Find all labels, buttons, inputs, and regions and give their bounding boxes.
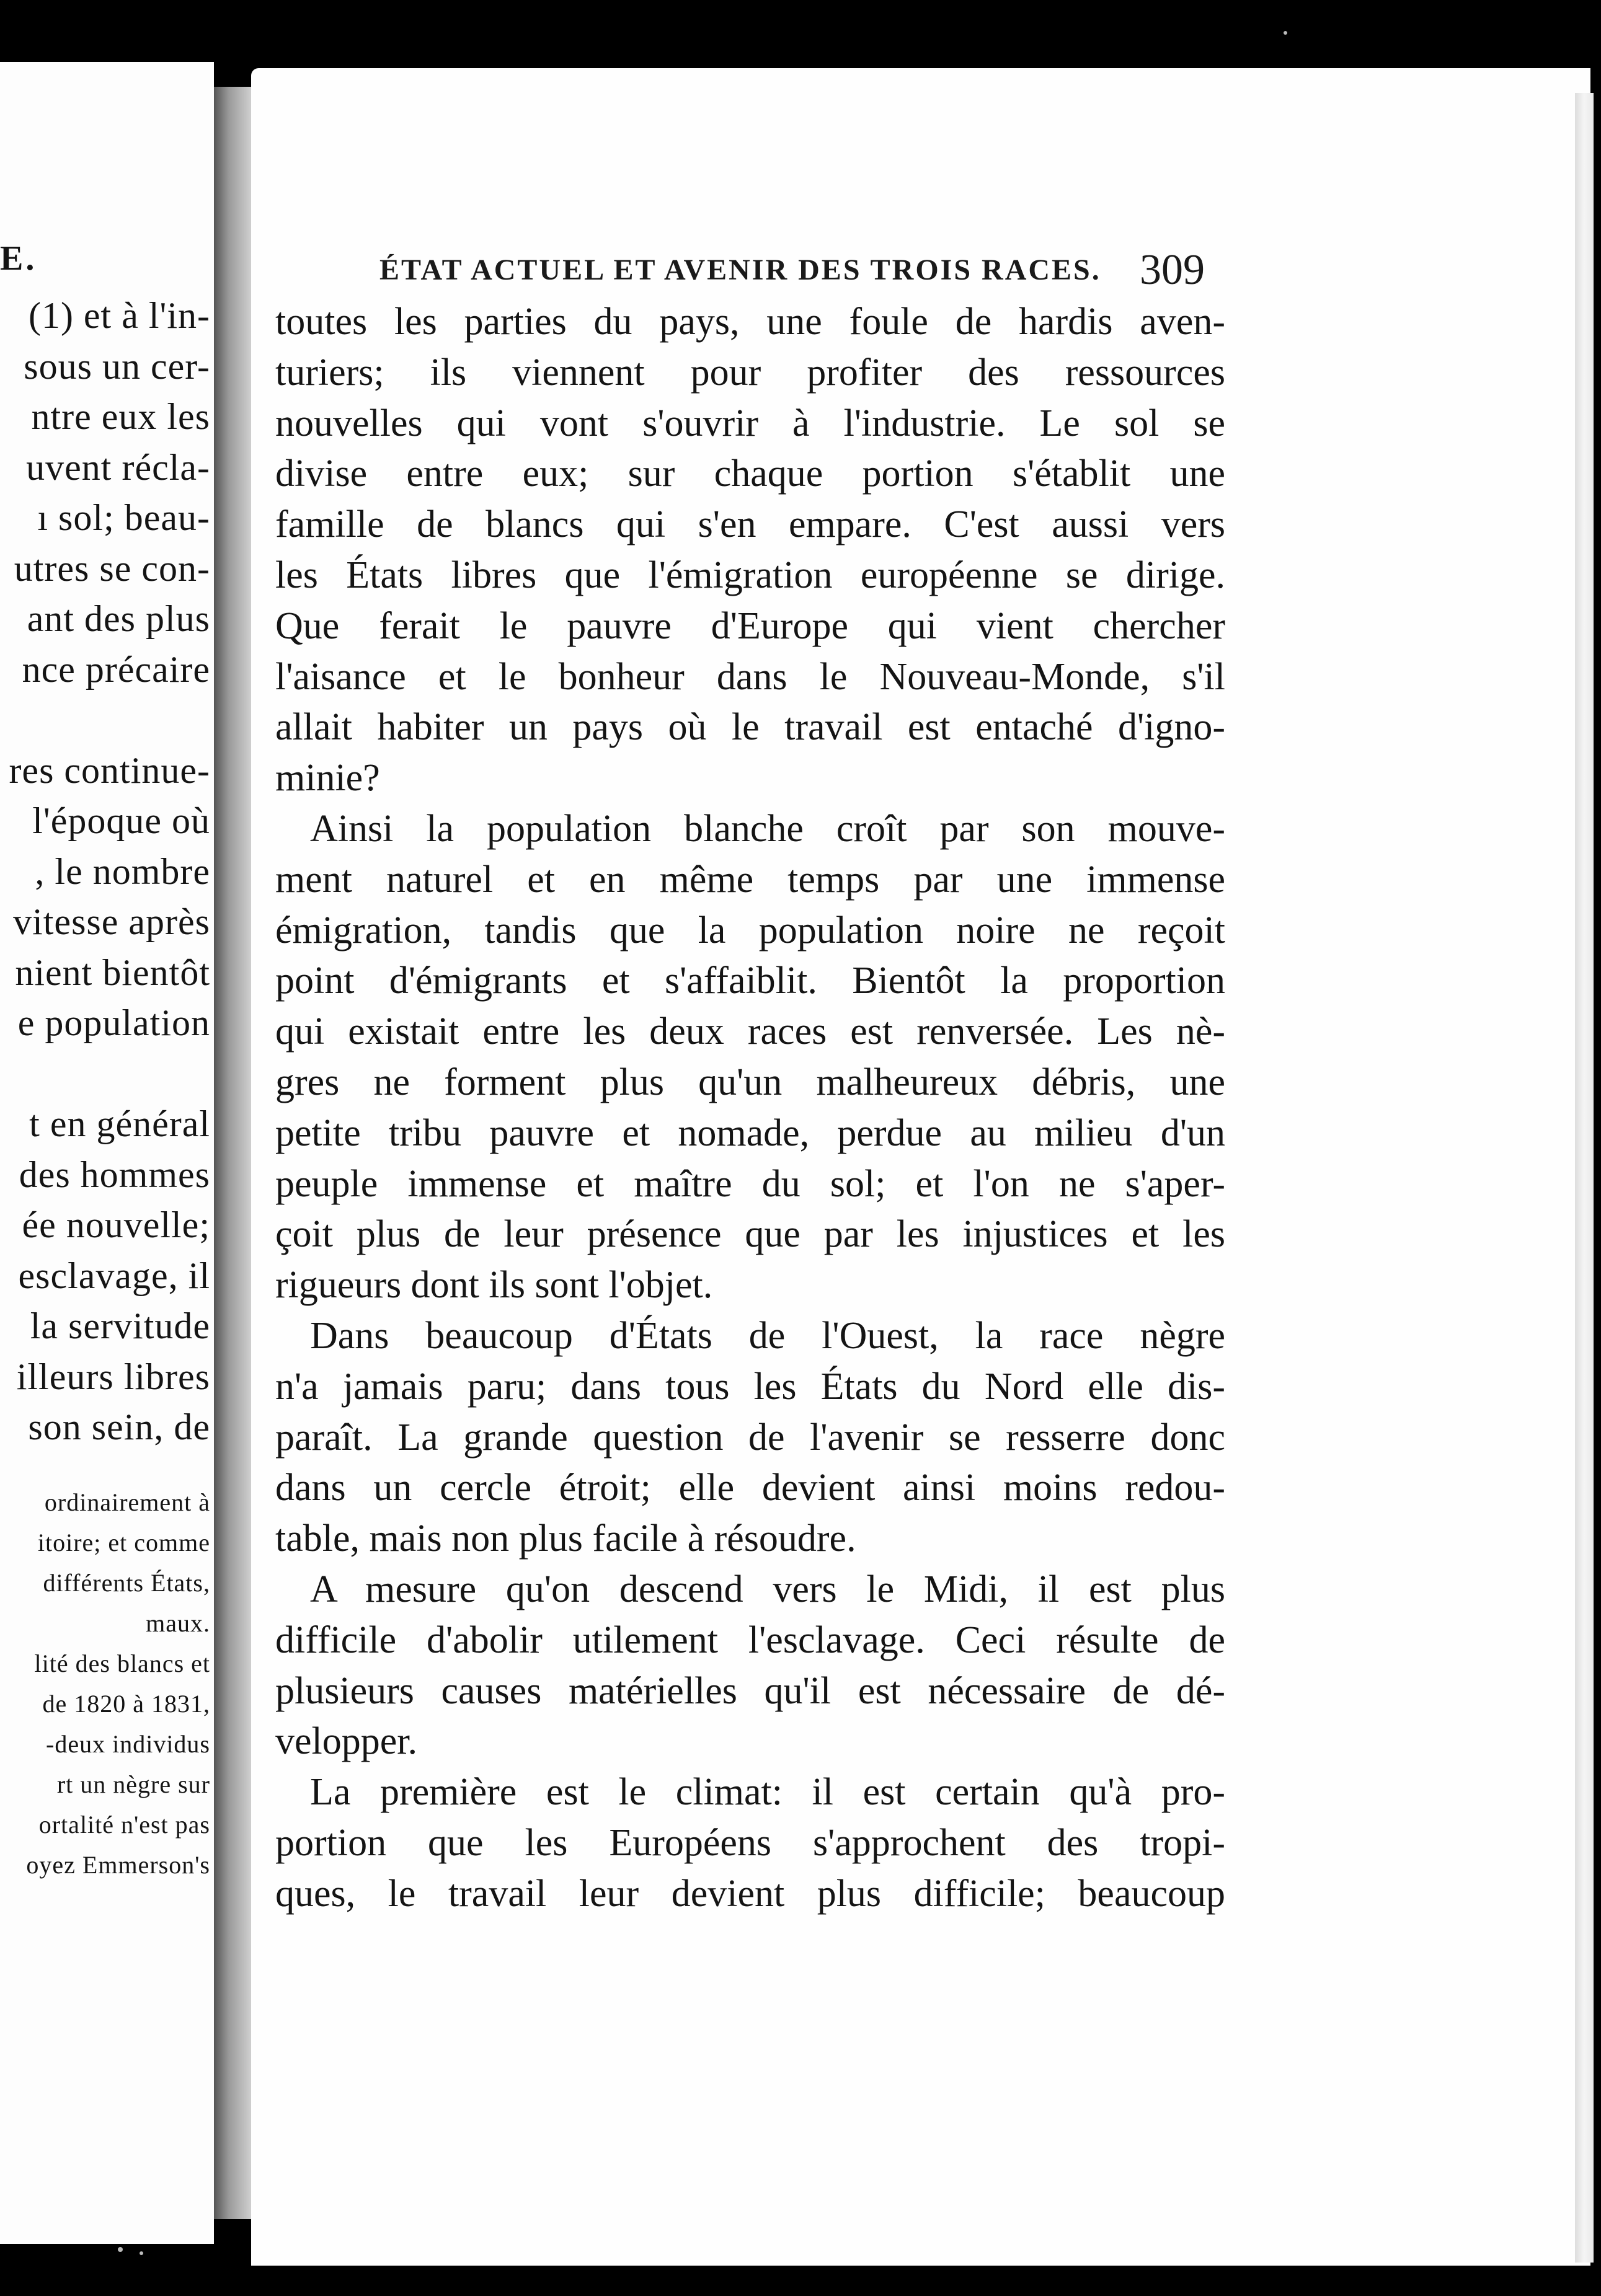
- left-page-footnote-line: de 1820 à 1831,: [42, 1690, 210, 1718]
- body-line: paraît. La grande question de l'avenir se resserre donc: [275, 1416, 1225, 1459]
- body-line: divise entre eux; sur chaque portion s'établit une: [275, 453, 1225, 495]
- body-line: ques, le travail leur devient plus difficile; beaucoup: [275, 1872, 1225, 1915]
- body-line: émigration, tandis que la population noire ne reçoit: [275, 909, 1225, 952]
- left-page-footnote-line: itoire; et comme: [37, 1529, 210, 1556]
- body-line: A mesure qu'on descend vers le Midi, il est plus: [310, 1568, 1225, 1610]
- body-line: qui existait entre les deux races est renversée. Les nè-: [275, 1010, 1225, 1053]
- left-page-line: ant des plus: [27, 598, 210, 639]
- body-line: Dans beaucoup d'États de l'Ouest, la race nègre: [310, 1315, 1225, 1357]
- body-line: n'a jamais paru; dans tous les États du Nord elle dis-: [275, 1365, 1225, 1408]
- left-page-footnote-line: différents États,: [43, 1569, 210, 1597]
- body-line: point d'émigrants et s'affaiblit. Bientôt la proportion: [275, 960, 1225, 1002]
- left-page-footnote-line: ortalité n'est pas: [38, 1811, 210, 1839]
- left-page-line: t en général: [29, 1103, 210, 1144]
- body-line: table, mais non plus facile à résoudre.: [275, 1517, 856, 1560]
- left-page-line: (1) et à l'in-: [28, 295, 210, 336]
- left-page-line: ı sol; beau-: [37, 497, 210, 538]
- left-page-footnote-line: ordinairement à: [44, 1488, 210, 1516]
- body-line: l'aisance et le bonheur dans le Nouveau-Monde, s'il: [275, 655, 1225, 698]
- body-line: ment naturel et en même temps par une immense: [275, 858, 1225, 901]
- left-page-line: utres se con-: [14, 547, 210, 589]
- left-page-line: sous un cer-: [24, 345, 210, 387]
- body-line: portion que les Européens s'approchent des tropi-: [275, 1822, 1225, 1864]
- left-page: [0, 62, 214, 2244]
- left-page-line: res continue-: [9, 749, 210, 791]
- scan-speck: [140, 2251, 143, 2255]
- page-edge: [1575, 93, 1594, 2263]
- body-line: rigueurs dont ils sont l'objet.: [275, 1264, 713, 1307]
- body-line: turiers; ils viennent pour profiter des ressources: [275, 351, 1225, 394]
- body-line: Que ferait le pauvre d'Europe qui vient chercher: [275, 604, 1225, 647]
- body-line: petite tribu pauvre et nomade, perdue au milieu d'un: [275, 1111, 1225, 1154]
- left-page-footnote-line: lité des blancs et: [34, 1649, 210, 1677]
- left-page-line: des hommes: [19, 1154, 210, 1195]
- body-line: gres ne forment plus qu'un malheureux débris, une: [275, 1061, 1225, 1103]
- body-line: çoit plus de leur présence que par les injustices et les: [275, 1213, 1225, 1256]
- left-page-line: uvent récla-: [26, 446, 210, 488]
- scan-speck: [118, 2247, 123, 2252]
- left-page-line: , le nombre: [35, 850, 210, 892]
- body-line: La première est le climat: il est certain qu'à pro-: [310, 1771, 1225, 1814]
- left-page-footnote-line: oyez Emmerson's: [26, 1851, 210, 1879]
- left-page-line: la servitude: [30, 1305, 210, 1346]
- left-page-line: esclavage, il: [18, 1255, 210, 1296]
- body-line: plusieurs causes matérielles qu'il est nécessaire de dé-: [275, 1669, 1225, 1712]
- book-gutter: [214, 87, 251, 2219]
- left-page-line: l'époque où: [32, 800, 210, 841]
- left-page-line: ntre eux les: [31, 396, 210, 437]
- left-page-line: illeurs libres: [16, 1356, 210, 1397]
- scan-speck: [1284, 31, 1287, 35]
- left-page-footnote-line: rt un nègre sur: [56, 1770, 210, 1798]
- body-line: allait habiter un pays où le travail est entaché d'igno-: [275, 706, 1225, 749]
- body-line: toutes les parties du pays, une foule de hardis aven-: [275, 301, 1225, 343]
- body-line: peuple immense et maître du sol; et l'on ne s'aper-: [275, 1162, 1225, 1205]
- left-page-line: nient bientôt: [15, 952, 210, 993]
- body-line: nouvelles qui vont s'ouvrir à l'industrie. Le sol se: [275, 402, 1225, 444]
- body-line: Ainsi la population blanche croît par son mouve-: [310, 808, 1225, 850]
- left-page-line: vitesse après: [13, 901, 210, 942]
- body-line: velopper.: [275, 1720, 417, 1763]
- left-page-line: e population: [17, 1002, 210, 1043]
- page-number: 309: [1140, 246, 1205, 294]
- body-line: famille de blancs qui s'en empare. C'est aussi vers: [275, 503, 1225, 546]
- left-page-line: son sein, de: [28, 1406, 210, 1447]
- body-line: minie?: [275, 757, 380, 800]
- left-page-footnote-line: maux.: [146, 1609, 210, 1637]
- body-line: les États libres que l'émigration européenne se dirige.: [275, 554, 1225, 596]
- running-head: ÉTAT ACTUEL ET AVENIR DES TROIS RACES.: [379, 254, 1101, 286]
- left-page-footnote-line: -deux individus: [46, 1730, 210, 1758]
- left-page-line: nce précaire: [22, 648, 210, 690]
- body-line: difficile d'abolir utilement l'esclavage. Ceci résulte de: [275, 1618, 1225, 1661]
- left-page-line: ée nouvelle;: [22, 1204, 210, 1245]
- left-page-header-fragment: E.: [0, 239, 37, 278]
- body-line: dans un cercle étroit; elle devient ainsi moins redou-: [275, 1467, 1225, 1509]
